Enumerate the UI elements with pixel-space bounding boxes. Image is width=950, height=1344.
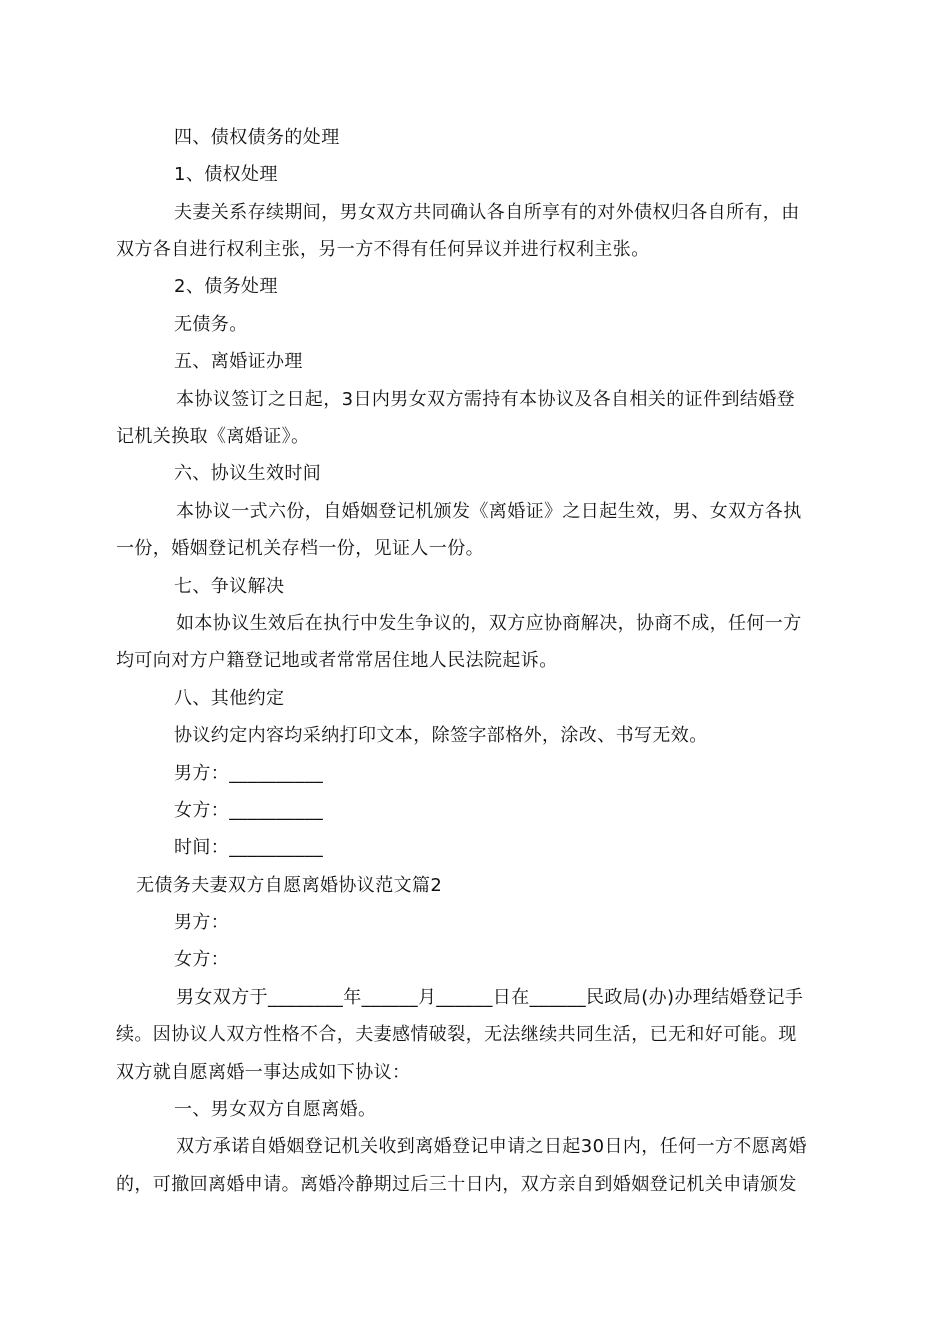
paragraph-line: 的，可撤回离婚申请。离婚冷静期过后三十日内，双方亲自到婚姻登记机关申请颁发 <box>116 1174 797 1195</box>
section-heading-voluntary: 一、男女双方自愿离婚。 <box>174 1099 377 1120</box>
signature-line-date: 时间：__________ <box>174 837 324 858</box>
paragraph-line: 双方就自愿离婚一事达成如下协议： <box>116 1062 411 1083</box>
paragraph-line: 协议约定内容均采纳打印文本，除签字部格外，涂改、书写无效。 <box>174 725 708 746</box>
party-male: 男方： <box>174 912 230 933</box>
section-heading-dispute: 七、争议解决 <box>174 576 285 597</box>
section-heading-certificate: 五、离婚证办理 <box>174 351 303 372</box>
paragraph-line: 记机关换取《离婚证》。 <box>116 426 310 447</box>
subheading-claims: 1、债权处理 <box>174 164 278 185</box>
section-heading-debts: 四、债权债务的处理 <box>174 127 340 148</box>
section-heading-effective: 六、协议生效时间 <box>174 463 322 484</box>
paragraph-line: 夫妻关系存续期间，男女双方共同确认各自所享有的对外债权归各自所有，由 <box>174 202 800 223</box>
signature-line-female: 女方：__________ <box>174 800 324 821</box>
paragraph-line: 如本协议生效后在执行中发生争议的，双方应协商解决，协商不成，任何一方 <box>176 613 802 634</box>
paragraph-line: 本协议一式六份，自婚姻登记机颁发《离婚证》之日起生效，男、女双方各执 <box>176 501 802 522</box>
paragraph-line: 男女双方于________年______月______日在______民政局(办)办理结婚登记手 <box>176 987 804 1008</box>
document-title-2: 无债务夫妻双方自愿离婚协议范文篇2 <box>136 875 443 896</box>
party-female: 女方： <box>174 949 230 970</box>
signature-line-male: 男方：__________ <box>174 763 324 784</box>
paragraph-line: 均可向对方户籍登记地或者常常居住地人民法院起诉。 <box>116 650 558 671</box>
paragraph-line: 一份，婚姻登记机关存档一份，见证人一份。 <box>116 538 484 559</box>
paragraph-line: 双方各自进行权利主张，另一方不得有任何异议并进行权利主张。 <box>116 239 650 260</box>
subheading-debts: 2、债务处理 <box>174 276 278 297</box>
paragraph-line: 续。因协议人双方性格不合，夫妻感情破裂，无法继续共同生活，已无和好可能。现 <box>116 1024 797 1045</box>
section-heading-other: 八、其他约定 <box>174 688 285 709</box>
paragraph-line: 无债务。 <box>174 314 248 335</box>
paragraph-line: 本协议签订之日起，3日内男女双方需持有本协议及各自相关的证件到结婚登 <box>176 389 796 410</box>
paragraph-line: 双方承诺自婚姻登记机关收到离婚登记申请之日起30日内，任何一方不愿离婚 <box>176 1136 807 1157</box>
